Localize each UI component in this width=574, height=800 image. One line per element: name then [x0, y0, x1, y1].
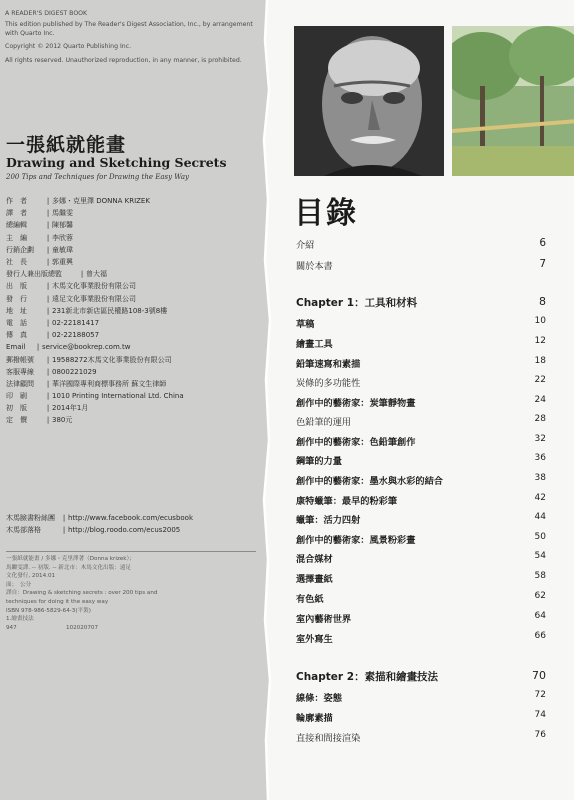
credit-value: 02-22181417 [52, 318, 100, 327]
credit-label: 發 行 [6, 294, 27, 303]
credit-value: 童敏瑋 [52, 245, 73, 254]
toc-entry-page: 66 [534, 631, 546, 641]
toc-entry-title: 草稿 [296, 319, 315, 330]
toc-entry-page: 12 [534, 336, 546, 346]
credit-separator: | [46, 355, 50, 364]
toc-entry [296, 414, 546, 430]
credit-separator: | [46, 379, 50, 388]
toc-entry-title: 繪畫工具 [296, 339, 333, 350]
credit-label: 印 刷 [6, 392, 27, 401]
credit-value: 380元 [52, 416, 73, 425]
credit-separator: | [46, 197, 50, 206]
credit-row [6, 256, 256, 268]
credit-separator: | [46, 306, 50, 315]
credit-row [6, 305, 256, 317]
toc-entry-page: 24 [534, 395, 546, 405]
credits-list [6, 195, 256, 427]
credit-label: 電 話 [6, 318, 27, 327]
credit-row [6, 207, 256, 219]
torn-page-edge [262, 0, 274, 800]
toc-entry-page: 18 [534, 356, 546, 366]
cip-class-number: 947 [6, 624, 17, 631]
credit-row [6, 232, 256, 244]
toc-entry [296, 395, 546, 411]
toc-entry-title: Chapter 2：素描和繪畫技法 [296, 671, 439, 683]
toc-entry [296, 710, 546, 726]
toc-entry-title: 鋼筆的力量 [296, 456, 342, 467]
credit-separator: | [46, 367, 50, 376]
credit-value: 231新北市新店區民權路108-3號8樓 [52, 306, 168, 315]
toc-entry-title: 康特蠟筆：最早的粉彩筆 [296, 496, 398, 507]
toc-entry-page: 62 [534, 591, 546, 601]
toc-entry-page: 6 [539, 237, 546, 249]
toc-entry-title: 蠟筆：活力四射 [296, 515, 361, 526]
toc-entry [296, 237, 546, 253]
portrait-drawing-image [294, 26, 444, 176]
social-row [6, 512, 256, 524]
toc-entry-page: 10 [534, 316, 546, 326]
credit-row [6, 244, 256, 256]
landscape-painting-image [452, 26, 574, 176]
credit-row [6, 353, 256, 365]
toc-entry [296, 375, 546, 391]
toc-entry-page: 64 [534, 611, 546, 621]
toc-entry [296, 512, 546, 528]
toc-entry [296, 551, 546, 567]
credit-separator: | [46, 221, 50, 230]
credit-value: 遠足文化事業股份有限公司 [52, 294, 136, 303]
credit-label: 定 價 [6, 416, 27, 425]
credit-row [6, 195, 256, 207]
credit-label: 傳 真 [6, 331, 27, 340]
credit-separator: | [46, 294, 50, 303]
toc-entry [296, 730, 546, 746]
toc-entry [296, 356, 546, 372]
publisher-notes [5, 10, 255, 65]
cip-line [6, 624, 256, 633]
toc-entry-page: 58 [534, 571, 546, 581]
credit-value: 曾大福 [86, 270, 107, 279]
copyright-page [0, 0, 262, 800]
toc-entry [296, 336, 546, 352]
credit-value: 02-22188057 [52, 331, 100, 340]
credit-label: 總編輯 [6, 221, 27, 230]
credit-value: service@bookrep.com.tw [42, 343, 131, 352]
social-url: http://www.facebook.com/ecusbook [68, 514, 194, 523]
toc-entry-title: 創作中的藝術家：色鉛筆創作 [296, 437, 416, 448]
credit-row [6, 378, 256, 390]
credit-separator: | [46, 245, 50, 254]
credit-value: 郭重興 [52, 258, 73, 267]
credit-row [6, 293, 256, 305]
credit-separator: | [80, 270, 84, 279]
cip-line: 面； 公分 [6, 581, 32, 588]
toc-entry [296, 611, 546, 627]
credit-label: 初 版 [6, 404, 27, 413]
credit-separator: | [46, 318, 50, 327]
publisher-line: A READER'S DIGEST BOOK [5, 10, 88, 17]
book-subtitle-english: 200 Tips and Techniques for Drawing the Easy Way [6, 173, 189, 181]
credit-separator: | [46, 392, 50, 401]
credit-row [6, 402, 256, 414]
toc-entry-title: 創作中的藝術家：炭筆靜物畫 [296, 398, 416, 409]
toc-entry-page: 36 [534, 453, 546, 463]
book-title-chinese: 一張紙就能畫 [6, 134, 127, 156]
credit-separator: | [36, 343, 40, 352]
toc-entry-page: 76 [534, 730, 546, 740]
social-separator: | [62, 526, 66, 535]
toc-entry-title: 直接和間接渲染 [296, 733, 361, 744]
cip-line: 譯自：Drawing & sketching secrets : over 200 tips and [6, 590, 158, 597]
toc-entry-title: 炭條的多功能性 [296, 378, 361, 389]
credit-separator: | [46, 331, 50, 340]
toc-entry [296, 434, 546, 450]
toc-entry [296, 295, 546, 311]
cip-record [6, 551, 256, 632]
credit-label: 主 編 [6, 233, 27, 242]
credit-separator: | [46, 404, 50, 413]
toc-entry-title: 有色紙 [296, 594, 324, 605]
social-label: 木馬臉書粉絲團 [6, 514, 55, 523]
credit-row [6, 219, 256, 231]
toc-entry-page: 44 [534, 512, 546, 522]
toc-entry-page: 72 [534, 690, 546, 700]
toc-entry-title: 色鉛筆的運用 [296, 417, 352, 428]
credit-label: 社 長 [6, 258, 27, 267]
credit-label: Email [6, 343, 26, 352]
contents-page [274, 0, 574, 800]
toc-entry [296, 453, 546, 469]
toc-entry-title: 混合媒材 [296, 554, 333, 565]
toc-entry-page: 38 [534, 473, 546, 483]
publisher-line: This edition published by The Reader's Digest Association, Inc., by arrangement with Quarto Inc. [5, 21, 253, 37]
toc-entry [296, 690, 546, 706]
credit-value: 馬繼雯 [52, 209, 73, 218]
toc-entry [296, 532, 546, 548]
toc-entry-page: 74 [534, 710, 546, 720]
credit-label: 郵撥帳號 [6, 355, 34, 364]
cip-line: 1.繪畫技法 [6, 616, 34, 623]
credit-label: 客服專線 [6, 367, 34, 376]
cip-record-number: 102020707 [66, 624, 99, 631]
toc-entry-page: 50 [534, 532, 546, 542]
toc-entry-page: 28 [534, 414, 546, 424]
toc-entry-page: 42 [534, 493, 546, 503]
toc-entry [296, 473, 546, 489]
credit-row [6, 366, 256, 378]
toc-entry-title: 創作中的藝術家：風景粉彩畫 [296, 535, 416, 546]
toc-entry-title: 鉛筆速寫和素描 [296, 359, 361, 370]
toc-entry [296, 258, 546, 274]
credit-value: 多娜・克里澤 DONNA KRIZEK [52, 197, 150, 206]
toc-entry-title: 室內藝術世界 [296, 614, 352, 625]
credit-value: 陳郁馨 [52, 221, 73, 230]
social-label: 木馬部落格 [6, 526, 41, 535]
credit-separator: | [46, 209, 50, 218]
contents-title: 目錄 [294, 196, 358, 231]
book-title-english: Drawing and Sketching Secrets [6, 155, 227, 170]
credit-label: 法律顧問 [6, 379, 34, 388]
toc-entry [296, 591, 546, 607]
toc-entry-page: 54 [534, 551, 546, 561]
toc-entry-title: 線條：姿態 [296, 693, 342, 704]
credit-separator: | [46, 416, 50, 425]
toc-entry [296, 493, 546, 509]
credit-value: 木馬文化事業股份有限公司 [52, 282, 136, 291]
credit-separator: | [46, 282, 50, 291]
credit-value: 2014年1月 [52, 404, 89, 413]
credit-row [6, 414, 256, 426]
toc-entry-title: 室外寫生 [296, 634, 333, 645]
toc-entry-title: 輪廓素描 [296, 713, 333, 724]
credit-separator: | [46, 258, 50, 267]
toc-entry [296, 316, 546, 332]
cip-line: ISBN 978-986-5829-64-3(平裝) [6, 607, 91, 614]
toc-entry-title: 選擇畫紙 [296, 574, 333, 585]
copyright-line: Copyright © 2012 Quarto Publishing Inc. [5, 43, 132, 51]
credit-row [6, 390, 256, 402]
credit-label: 地 址 [6, 306, 27, 315]
credit-label: 發行人兼出版總監 [6, 270, 62, 279]
cip-line: techniques for doing it the easy way [6, 598, 109, 605]
credit-label: 作 者 [6, 197, 27, 206]
cip-line: 一張紙就能畫 / 多娜・克里澤著（Donna krizek）； [6, 556, 135, 562]
rights-line: All rights reserved. Unauthorized reproduction, in any manner, is prohibited. [5, 56, 242, 64]
credit-separator: | [46, 233, 50, 242]
credit-row [6, 329, 256, 341]
credit-row [6, 280, 256, 292]
credit-value: 1010 Printing International Ltd. China [52, 392, 184, 401]
credit-label: 行銷企劃 [6, 245, 34, 254]
toc-entry [296, 669, 546, 685]
toc-entry-page: 7 [539, 258, 546, 270]
toc-entry-title: Chapter 1：工具和材料 [296, 297, 418, 309]
social-row [6, 524, 256, 536]
toc-entry [296, 631, 546, 647]
credit-row [6, 317, 256, 329]
credit-label: 譯 者 [6, 209, 27, 218]
toc-entry-title: 創作中的藝術家：墨水與水彩的結合 [296, 476, 443, 487]
credit-label: 出 版 [6, 282, 27, 291]
credit-value: 0800221029 [52, 367, 97, 376]
credit-row [6, 268, 256, 280]
credit-value: 19588272木馬文化事業股份有限公司 [52, 355, 172, 364]
toc-entry-page: 8 [539, 295, 546, 308]
toc-entry-page: 32 [534, 434, 546, 444]
toc-entry-title: 關於本書 [296, 261, 333, 272]
credit-value: 李欣蓉 [52, 233, 73, 242]
cip-line: 馬繼雯譯. -- 初版. -- 新北市：木馬文化出版：遠足 [6, 564, 132, 571]
toc-entry [296, 571, 546, 587]
cip-line: 文化發行, 2014.01 [6, 573, 56, 580]
toc-entry-page: 70 [532, 669, 546, 682]
toc-entry-title: 介紹 [296, 240, 315, 251]
social-url: http://blog.roodo.com/ecus2005 [68, 526, 181, 535]
toc-entry-page: 22 [534, 375, 546, 385]
credit-row [6, 341, 256, 353]
social-separator: | [62, 514, 66, 523]
credit-value: 華洋國際專利商標事務所 蘇文生律師 [52, 379, 167, 388]
social-links [6, 512, 256, 536]
